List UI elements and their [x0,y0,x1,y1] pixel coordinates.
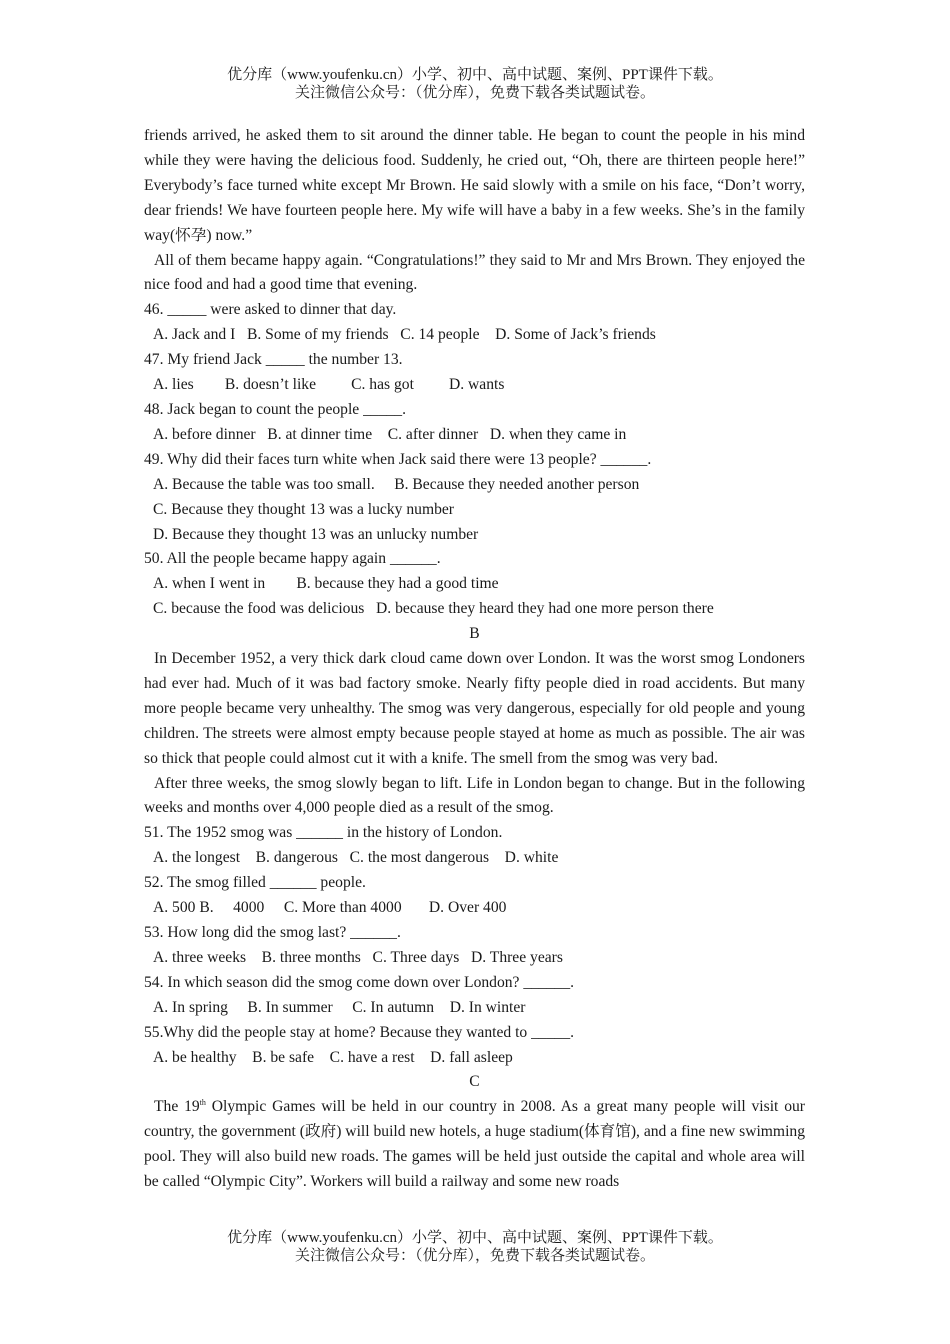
question-53: 53. How long did the smog last? ______. [144,924,401,941]
footer-line-1: 优分库（www.youfenku.cn）小学、初中、高中试题、案例、PPT课件下载。 [227,1230,723,1246]
section-c-label: C [469,1073,480,1091]
passage-a-paragraph-1: friends arrived, he asked them to sit around the dinner table. He began to count the people in his mind while they were having the delicious food. Suddenly, he cried out, “Oh, there are thirteen people here!” Everybody’s face turned white except Mr Brown. He said slowly with a smile on his face, “Don’t worry, dear friends! We have fourteen people here. My wife will have a baby in a few weeks. She’s in the family way(怀孕) now.” [144,127,805,244]
passage-a-paragraph-2: All of them became happy again. “Congratulations!” they said to Mr and Mrs Brown. They enjoyed the nice food and had a good time that evening. [144,251,805,294]
passage-c-start: The 19 [154,1098,200,1116]
question-50-options-1: A. when I went in B. because they had a good time [153,575,499,593]
footer-line-2: 关注微信公众号：（优分库），免费下载各类试题试卷。 [294,1248,655,1264]
question-55: 55.Why did the people stay at home? Because they wanted to _____. [144,1023,575,1041]
question-52: 52. The smog filled ______ people. [144,874,366,892]
question-50-options-2: C. because the food was delicious D. because they heard they had one more person there [153,600,714,618]
page-footer [0,1229,950,1265]
question-49: 49. Why did their faces turn white when Jack said there were 13 people? ______. [144,450,652,468]
question-47-options: A. lies B. doesn’t like C. has got D. wants [153,376,505,394]
question-46-options: A. Jack and I B. Some of my friends C. 14 people D. Some of Jack’s friends [153,326,656,344]
question-49-options-2: C. Because they thought 13 was a lucky number [153,500,454,518]
question-52-options: A. 500 B. 4000 C. More than 4000 D. Over 400 [153,899,507,917]
passage-b-paragraph-1: In December 1952, a very thick dark cloud came down over London. It was the worst smog Londoners had ever had. Much of it was bad factory smoke. Nearly fifty people died in road accidents. But many more people became very unhealthy. The smog was very dangerous, especially for old people and young children. The streets were almost empty because people stayed at home as much as possible. The air was so thick that people could almost cut it with a knife. The smell from the smog was very bad. [144,650,805,767]
passage-b-paragraph-2: After three weeks, the smog slowly began to lift. Life in London began to change. But in the following weeks and months over 4,000 people died as a result of the smog. [144,774,805,817]
question-51: 51. The 1952 smog was ______ in the history of London. [144,824,503,842]
question-49-options-1: A. Because the table was too small. B. Because they needed another person [153,475,640,493]
question-46: 46. _____ were asked to dinner that day. [144,301,397,319]
passage-c-superscript: th [199,1098,206,1108]
question-50: 50. All the people became happy again ______. [144,550,441,568]
question-49-options-3: D. Because they thought 13 was an unlucky number [153,525,479,543]
question-54: 54. In which season did the smog come down over London? ______. [144,973,575,991]
passage-c-rest: Olympic Games will be held in our country in 2008. As a great many people will visit our country, the government (政府) will build new hotels, a huge stadium(体育馆), and a fine new swimming pool. They will also build new roads. The games will be held just outside the capital and whole area will be called “Olympic City”. Workers will build a railway and some new roads [144,1098,805,1191]
question-53-options: A. three weeks B. three months C. Three days D. Three years [153,948,563,966]
question-48: 48. Jack began to count the people _____. [144,400,406,418]
question-54-options: A. In spring B. In summer C. In autumn D. In winter [153,998,526,1016]
header-line-1: 优分库（www.youfenku.cn）小学、初中、高中试题、案例、PPT课件下载。 [227,67,723,83]
page-header [0,66,950,102]
question-55-options: A. be healthy B. be safe C. have a rest D. fall asleep [153,1048,513,1066]
section-b-label: B [469,625,480,643]
passage-c-paragraph-1 [144,1095,805,1195]
document-body [144,124,805,1195]
header-line-2: 关注微信公众号：（优分库），免费下载各类试题试卷。 [294,85,655,101]
question-47: 47. My friend Jack _____ the number 13. [144,351,403,369]
question-51-options: A. the longest B. dangerous C. the most dangerous D. white [153,849,559,867]
question-48-options: A. before dinner B. at dinner time C. after dinner D. when they came in [153,425,627,443]
